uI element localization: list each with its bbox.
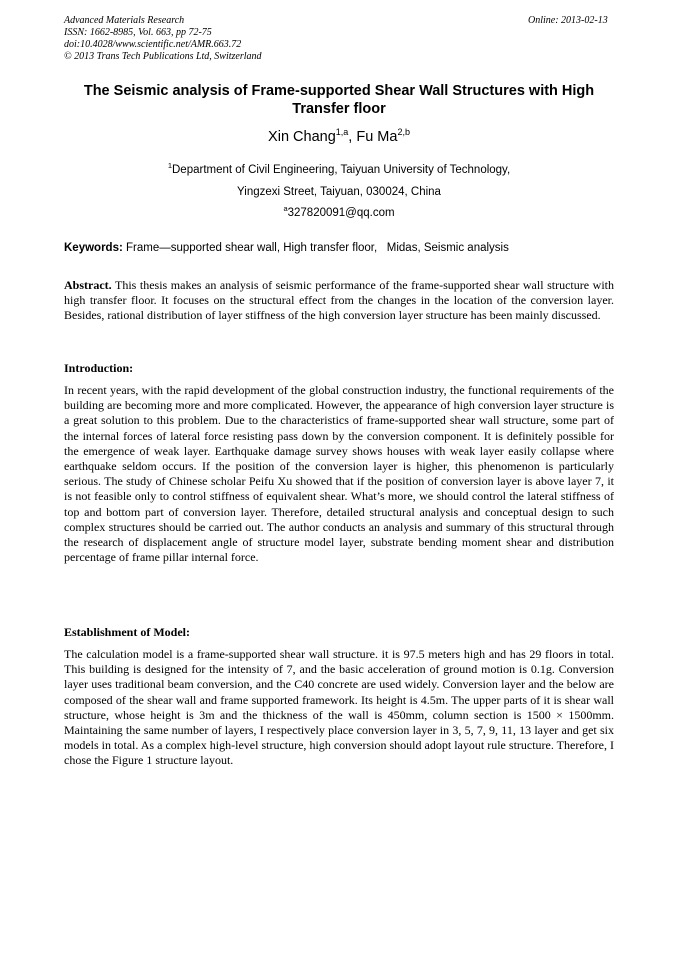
author-email: 327820091@qq.com [287, 207, 395, 219]
keywords-label: Keywords: [64, 242, 123, 254]
affiliation-line-2: Yingzexi Street, Taiyuan, 030024, China [237, 186, 441, 198]
abstract-text: This thesis makes an analysis of seismic performance of the frame-supported shear wall structure with high transfer floor. It focuses on the structural effect from the changes in the location of the conversion layer. Besides, rational distribution of layer stiffness of the high conversion layer structure has been mainly discussed. [64, 278, 614, 323]
abstract-label: Abstract. [64, 278, 112, 292]
journal-name: Advanced Materials Research [64, 15, 185, 26]
author-affiliation-marker: 2,b [397, 127, 410, 138]
keywords [64, 241, 614, 255]
affiliation-marker: 1 [167, 161, 172, 171]
keywords-text: Frame—supported shear wall, High transfer floor, Midas, Seismic analysis [126, 242, 509, 254]
copyright-line: © 2013 Trans Tech Publications Ltd, Switzerland [64, 51, 262, 62]
section-body-model: The calculation model is a frame-supported shear wall structure. it is 97.5 meters high and has 29 floors in total. This building is designed for the intensity of 7, and the basic acceleration of ground motion is 0.1g. Conversion layer uses traditional beam conversion, and the C40 concrete are used widely. Conversion layer and the below are composed of the shear wall and frame supported framework. Its height is 4.5m. The upper parts of it is shear wall structure, whose height is 3m and the thickness of the wall is 450mm, column section is 1500 × 1500mm. Maintaining the same number of layers, I respectively place conversion layer in 3, 5, 7, 9, 11, 13 layer and get six models in total. As a complex high-level structure, high conversion should adopt layout rule structure. Therefore, I chose the Figure 1 structure layout. [64, 647, 614, 768]
author-line [64, 128, 614, 146]
affiliation-line-1 [64, 163, 614, 177]
section-body-introduction: In recent years, with the rapid development of the global construction industry, the functional requirements of the building are becoming more and more complicated. However, the appearance of high conversion layer structure is a great solution to this problem. Due to the characteristics of frame-supported shear wall structure, some part of the internal forces of lateral force resisting pass down by the conversion component. It is definitely possible for the emergence of weak layer. Earthquake damage survey shows houses with weak layer easily collapse where earthquake seldom occurs. If the position of the conversion layer is higher, this phenomenon is particularly serious. The study of Chinese scholar Peifu Xu showed that if the position of conversion layer is above layer 7, it is not feasible only to control stiffness of equivalent shear. What’s more, we should control the lateral stiffness of top and bottom part of conversion layer. Therefore, detailed structural analysis and conceptual design to such complex structures should be carried out. The author conducts an analysis and summary of this structural through the research of displacement angle of structure model layer, substrate bending moment shear and distribution percentage of frame pillar internal force. [64, 383, 614, 565]
author-affiliation-marker: 1,a [335, 127, 349, 138]
affiliation-department: Department of Civil Engineering, Taiyuan University of Technology, [172, 164, 511, 176]
email-marker: a [283, 204, 288, 214]
section-heading-model: Establishment of Model: [64, 625, 190, 639]
author-separator: , [348, 129, 357, 145]
author-name: Fu Ma [356, 129, 398, 145]
paper-title: The Seismic analysis of Frame-supported Shear Wall Structures with High Transfer floor [83, 83, 595, 117]
journal-header [64, 15, 262, 63]
issn-line: ISSN: 1662-8985, Vol. 663, pp 72-75 [64, 27, 212, 38]
abstract [64, 278, 614, 324]
author-name: Xin Chang [268, 129, 336, 145]
online-date: Online: 2013-02-13 [528, 15, 608, 26]
section-heading-introduction: Introduction: [64, 361, 134, 375]
email-line [64, 206, 614, 220]
doi-line: doi:10.4028/www.scientific.net/AMR.663.72 [64, 39, 242, 50]
